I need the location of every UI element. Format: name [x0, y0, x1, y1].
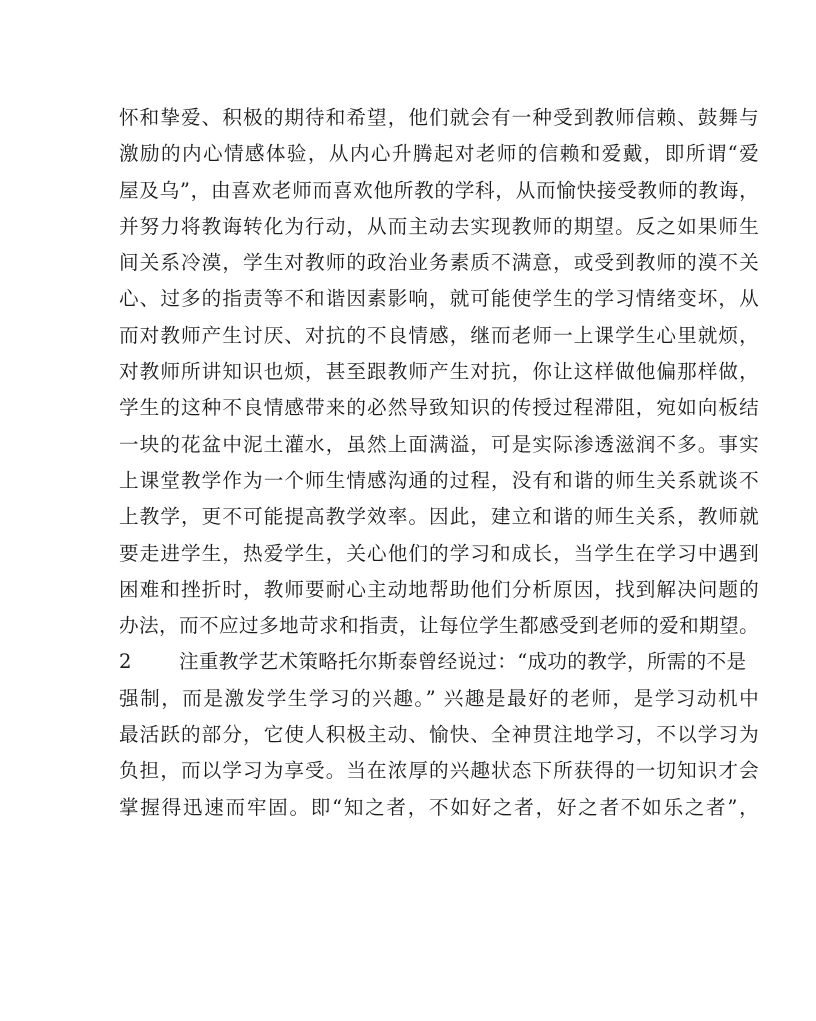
text-line: 心、过多的指责等不和谐因素影响，就可能使学生的学习情绪变坏，从: [119, 287, 759, 311]
body-text: [119, 100, 759, 826]
text-line: 负担，而以学习为享受。当在浓厚的兴趣状态下所获得的一切知识才会: [119, 759, 759, 783]
section-first-line: 注重教学艺术策略托尔斯泰曾经说过：“成功的教学，所需的不是: [179, 650, 747, 674]
text-line: 要走进学生，热爱学生，关心他们的学习和成长，当学生在学习中遇到: [119, 541, 759, 565]
text-line: 间关系冷漠，学生对教师的政治业务素质不满意，或受到教师的漠不关: [119, 251, 759, 275]
text-line: 屋及乌”，由喜欢老师而喜欢他所教的学科，从而愉快接受教师的教诲，: [119, 178, 759, 202]
text-line: 对教师所讲知识也烦，甚至跟教师产生对抗，你让这样做他偏那样做，: [119, 360, 759, 384]
text-line: 一块的花盆中泥土灌水，虽然上面满溢，可是实际渗透滋润不多。事实: [119, 432, 759, 456]
text-line: 怀和挚爱、积极的期待和希望，他们就会有一种受到教师信赖、鼓舞与: [119, 106, 759, 129]
section-heading-line: [119, 644, 759, 680]
text-line: 强制，而是激发学生学习的兴趣。” 兴趣是最好的老师，是学习动机中: [119, 686, 759, 710]
text-line: 学生的这种不良情感带来的必然导致知识的传授过程滞阻，宛如向板结: [119, 396, 759, 420]
text-line: 掌握得迅速而牢固。即“知之者，不如好之者，好之者不如乐之者”，: [119, 795, 759, 819]
text-line: 而对教师产生讨厌、对抗的不良情感，继而老师一上课学生心里就烦，: [119, 323, 759, 347]
text-line: 激励的内心情感体验，从内心升腾起对老师的信赖和爱戴，即所谓“爱: [119, 142, 759, 166]
text-line: 困难和挫折时，教师要耐心主动地帮助他们分析原因，找到解决问题的: [119, 577, 759, 601]
text-line: 并努力将教诲转化为行动，从而主动去实现教师的期望。反之如果师生: [119, 214, 759, 238]
text-line: 最活跃的部分，它使人积极主动、愉快、全神贯注地学习，不以学习为: [119, 723, 759, 747]
text-line: 办法，而不应过多地苛求和指责，让每位学生都感受到老师的爱和期望。: [119, 614, 759, 638]
section-number: 2: [119, 650, 132, 674]
text-line: 上教学，更不可能提高教学效率。因此，建立和谐的师生关系，教师就: [119, 505, 759, 529]
text-line: 上课堂教学作为一个师生情感沟通的过程，没有和谐的师生关系就谈不: [119, 468, 759, 492]
